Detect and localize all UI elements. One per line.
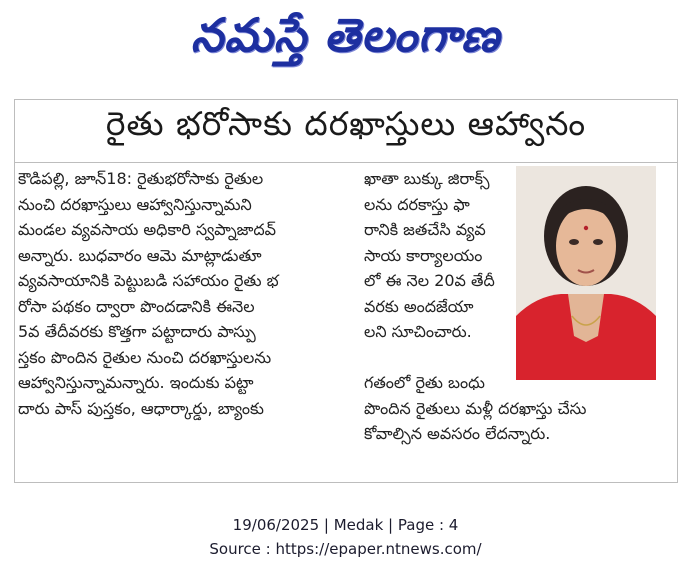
text-line: పొందిన రైతులు మళ్లీ దరఖాస్తు చేసు (364, 398, 587, 418)
text-line: కోవాల్సిన అవసరం లేదన్నారు. (364, 424, 551, 443)
text-line: సాయ కార్యాలయం (364, 245, 483, 265)
text-line: గతంలో రైతు బంధు (364, 373, 485, 392)
text-line: అన్నారు. బుధవారం ఆమె మాట్లాడుతూ (18, 245, 262, 265)
article-left-column (18, 166, 338, 421)
text-line: స్తకం పొందిన రైతుల నుంచి దరఖాస్తులను (18, 347, 272, 367)
article-right-column-bottom (364, 370, 664, 447)
article-headline: రైతు భరోసాకు దరఖాస్తులు ఆహ్వానం (105, 104, 587, 143)
text-line: వరకు అందజేయా (364, 296, 474, 316)
text-line: రోసా పథకం ద్వారా పొందడానికి ఈనెల (18, 296, 255, 316)
headline-divider (14, 162, 678, 163)
publication-info: 19/06/2025 | Medak | Page : 4 (232, 516, 459, 534)
portrait-image (516, 166, 656, 380)
text-line: దారు పాస్ పుస్తకం, ఆధార్కార్డు, బ్యాంకు (18, 398, 264, 418)
officer-photo (516, 166, 656, 380)
masthead (0, 0, 691, 84)
text-line: వ్యవసాయానికి పెట్టుబడి సహాయం రైతు భ (18, 271, 279, 290)
text-line: కౌడిపల్లి, జూన్18: రైతుభరోసాకు రైతుల (18, 169, 264, 188)
text-line: లను దరకాస్తు ఫా (364, 194, 470, 214)
text-line: లని సూచించారు. (364, 322, 472, 341)
text-line: ఆహ్వానిస్తున్నామన్నారు. ఇందుకు పట్టా (18, 373, 254, 392)
article-right-column (364, 166, 512, 345)
text-line: లో ఈ నెల 20వ తేదీ (364, 271, 495, 290)
source-link[interactable]: Source : https://epaper.ntnews.com/ (209, 540, 482, 558)
newspaper-logo: నమస్తే తెలంగాణ (190, 8, 501, 62)
text-line: నుంచి దరఖాస్తులు ఆహ్వానిస్తున్నామని (18, 194, 252, 214)
text-line: 5వ తేదీవరకు కొత్తగా పట్టాదారు పాస్పు (18, 322, 256, 341)
text-line: రానికి జతచేసి వ్యవ (364, 220, 486, 239)
text-line: ఖాతా బుక్కు జిరాక్స్ (364, 169, 490, 188)
text-line: మండల వ్యవసాయ అధికారి స్వప్నాజాదవ్ (18, 220, 277, 239)
